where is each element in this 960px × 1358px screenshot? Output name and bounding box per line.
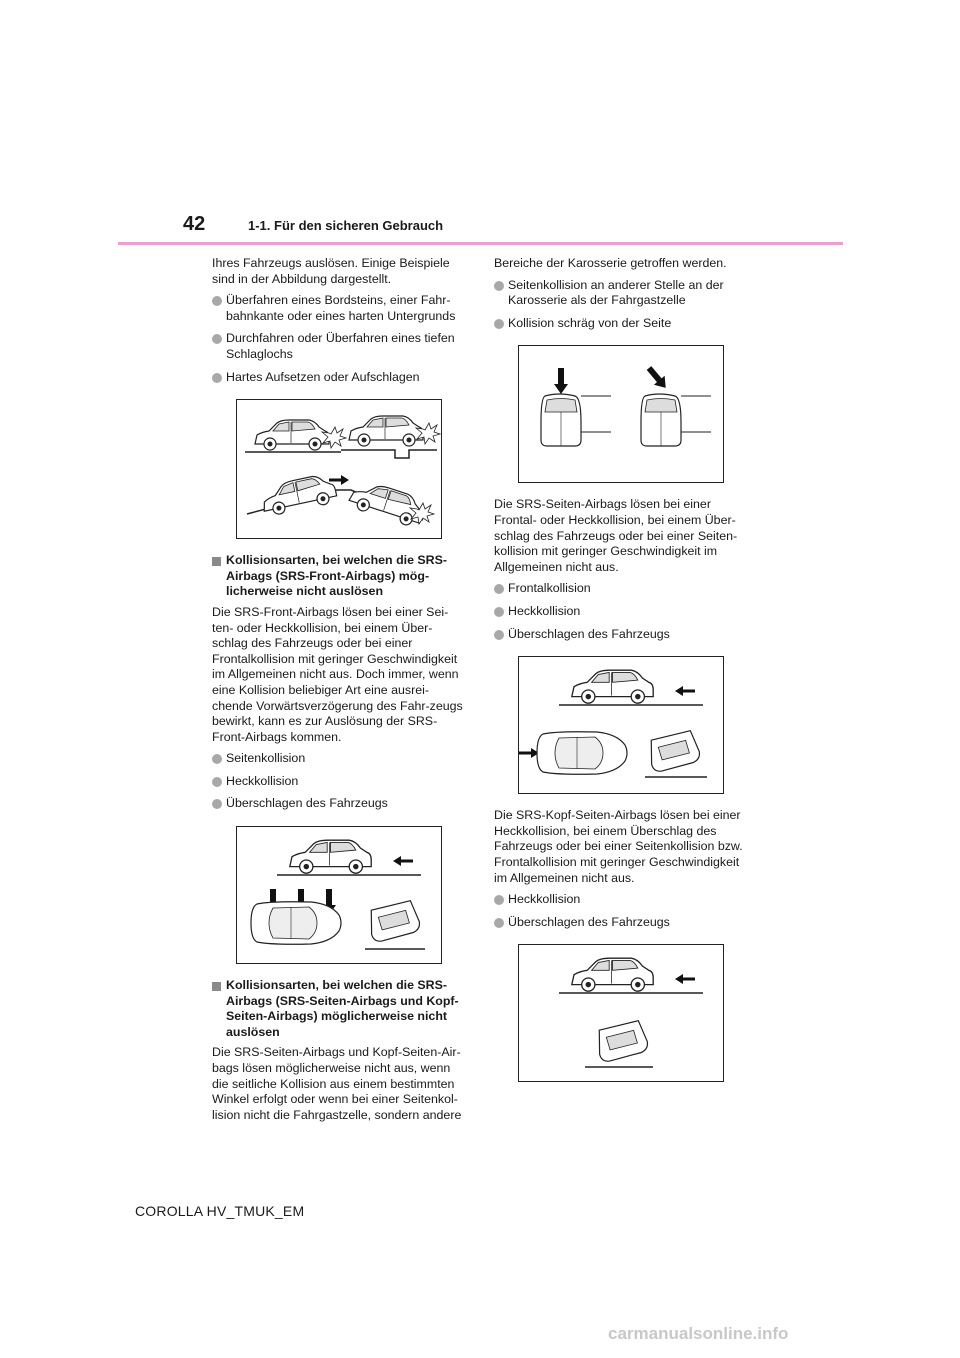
car-topview-icon (251, 902, 341, 945)
square-bullet-icon (212, 982, 221, 991)
bullet-item (494, 627, 750, 643)
bullet-item (212, 293, 466, 324)
bullet-icon (494, 630, 504, 640)
bullet-icon (494, 281, 504, 291)
bullet-item (494, 316, 750, 332)
section-heading (212, 978, 466, 1040)
car-topview-icon (537, 732, 627, 775)
bullet-icon (212, 799, 222, 809)
left-para-2: Die SRS-Seiten-Airbags und Kopf-Seiten-Air-bags lösen möglicherweise nicht aus, wenn die seitliche Kollision aus einem bestimmten Winkel erfolgt oder wenn bei einer Seitenkol-lision nicht die Fahrgastzelle, sondern andere (212, 1045, 462, 1122)
arrow-left-icon (675, 686, 695, 696)
figure-side-angled-collision (518, 345, 724, 483)
bullet-text: Kollision schräg von der Seite (508, 315, 672, 330)
header-rule (118, 242, 843, 245)
bullet-text: Heckkollision (226, 773, 299, 788)
bullet-item (212, 370, 466, 386)
left-para-1: Die SRS-Front-Airbags lösen bei einer Sei-ten- oder Heckkollision, bei einem Über-schlag des Fahrzeugs oder bei einer Frontalkollision mit geringer Geschwindigkeit im Allgemeinen nicht aus. Doch immer, wenn eine Kollision beliebiger Art eine ausrei-chende Vorwärtsverzögerung des Fahr-zeugs bewirkt, kann es zur Auslösung der SRS-Front-Airbags kommen. (212, 604, 463, 744)
car-frontview-icon (541, 394, 581, 446)
right-para-1: Die SRS-Seiten-Airbags lösen bei einer Frontal- oder Heckkollision, bei einem Über-schlag des Fahrzeugs oder bei einer Seiten-kollision mit geringer Geschwindigkeit im Allgemeinen nicht aus. (494, 497, 738, 574)
bullet-text: Durchfahren oder Überfahren eines tiefen Schlaglochs (226, 331, 455, 361)
bullet-item (212, 751, 466, 767)
figure-side-rear-rollover (236, 826, 442, 964)
bullet-text: Heckkollision (508, 892, 581, 907)
car-illustration-icon (290, 840, 371, 873)
bullet-item (494, 604, 750, 620)
right-intro: Bereiche der Karosserie getroffen werden. (494, 256, 727, 270)
bullet-text: Überschlagen des Fahrzeugs (508, 626, 670, 641)
bullet-text: Hartes Aufsetzen oder Aufschlagen (226, 369, 420, 384)
heading-text: Kollisionsarten, bei welchen die SRS-Airbags (SRS-Seiten-Airbags und Kopf-Seiten-Airbags) möglicherweise nicht auslösen (226, 978, 459, 1039)
bullet-icon (212, 296, 222, 306)
arrow-right-icon (519, 748, 539, 758)
bullet-item (494, 278, 750, 309)
car-illustration-icon (572, 958, 653, 991)
bullet-text: Überschlagen des Fahrzeugs (508, 914, 670, 929)
arrow-left-icon (675, 974, 695, 984)
figure-rear-rollover (518, 944, 724, 1082)
car-illustration-icon (349, 416, 423, 446)
car-illustration-icon (259, 473, 338, 518)
section-title: 1-1. Für den sicheren Gebrauch (248, 218, 444, 233)
left-intro: Ihres Fahrzeugs auslösen. Einige Beispiele sind in der Abbildung dargestellt. (212, 256, 450, 286)
bullet-text: Überschlagen des Fahrzeugs (226, 796, 388, 811)
bullet-text: Frontalkollision (508, 581, 591, 596)
bullet-icon (212, 754, 222, 764)
car-frontview-icon (641, 394, 681, 446)
arrow-left-icon (393, 856, 413, 866)
left-column (212, 256, 466, 1129)
car-rollover-icon (368, 900, 422, 942)
square-bullet-icon (212, 557, 221, 566)
bullet-icon (212, 334, 222, 344)
bullet-icon (494, 607, 504, 617)
bullet-item (212, 774, 466, 790)
bullet-icon (494, 895, 504, 905)
bullet-icon (494, 584, 504, 594)
section-heading (212, 553, 466, 600)
car-rollover-icon (648, 730, 702, 772)
figure-curb-impacts (236, 399, 442, 539)
right-para-2: Die SRS-Kopf-Seiten-Airbags lösen bei einer Heckkollision, bei einem Überschlag des Fahrzeugs oder bei einer Seitenkollision bzw. Frontalkollision mit geringer Geschwindigkeit im Allgemeinen nicht aus. (494, 808, 743, 885)
car-illustration-icon (347, 478, 427, 529)
bullet-icon (494, 918, 504, 928)
arrow-down-icon (554, 368, 568, 394)
bullet-item (494, 915, 750, 931)
bullet-item (212, 796, 466, 812)
heading-text: Kollisionsarten, bei welchen die SRS-Airbags (SRS-Front-Airbags) mög-licherweise nicht auslösen (226, 553, 448, 599)
car-rollover-icon (596, 1020, 650, 1062)
arrow-diagonal-icon (644, 364, 671, 393)
bullet-icon (212, 777, 222, 787)
bullet-text: Seitenkollision an anderer Stelle an der Karosserie als der Fahrgastzelle (508, 277, 724, 308)
bullet-icon (494, 319, 504, 329)
bullet-text: Seitenkollision (226, 751, 306, 766)
bullet-item (494, 892, 750, 908)
footer-model: COROLLA HV_TMUK_EM (135, 1203, 305, 1219)
watermark: carmanualsonline.info (608, 1324, 789, 1343)
bullet-item (494, 581, 750, 597)
car-illustration-icon (572, 670, 653, 703)
right-column (494, 256, 750, 1096)
figure-front-rear-rollover (518, 656, 724, 794)
bullet-text: Heckkollision (508, 603, 581, 618)
bullet-item (212, 331, 466, 362)
bullet-text: Überfahren eines Bordsteins, einer Fahr-bahnkante oder eines harten Untergrunds (226, 293, 456, 323)
bullet-icon (212, 373, 222, 383)
arrow-right-icon (329, 475, 349, 485)
car-illustration-icon (255, 420, 329, 450)
page-number: 42 (183, 213, 206, 235)
